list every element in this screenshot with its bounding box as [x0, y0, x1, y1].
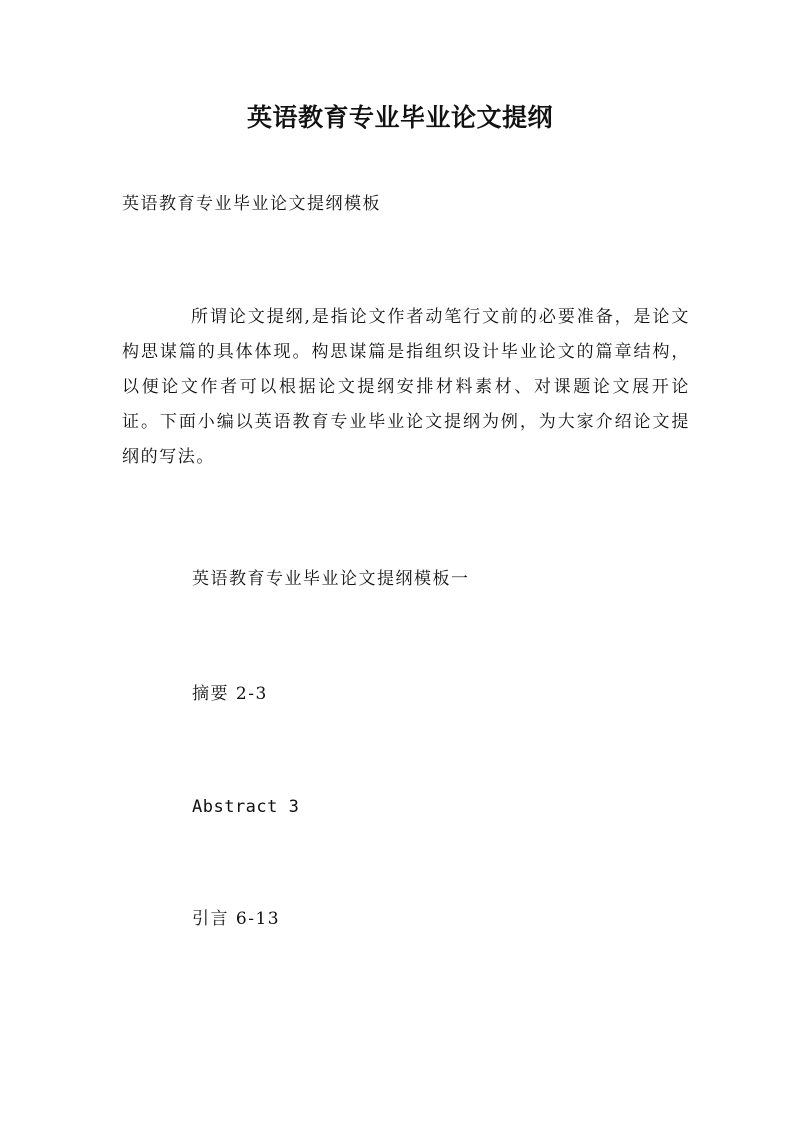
outline-item-introduction: 引言 6-13: [192, 909, 281, 929]
intro-paragraph: 所谓论文提纲,是指论文作者动笔行文前的必要准备，是论文构思谋篇的具体体现。构思谋篇是指组织设计毕业论文的篇章结构，以便论文作者可以根据论文提纲安排材料素材、对课题论文展开论证。下面小编以英语教育专业毕业论文提纲为例，为大家介绍论文提纲的写法。: [122, 307, 690, 467]
document-subtitle: 英语教育专业毕业论文提纲模板: [122, 194, 381, 214]
outline-item-abstract-english: Abstract 3: [192, 797, 300, 817]
document-title: 英语教育专业毕业论文提纲: [246, 103, 553, 132]
outline-item-abstract-chinese: 摘要 2-3: [192, 684, 268, 704]
section-heading-template-one: 英语教育专业毕业论文提纲模板一: [192, 569, 470, 589]
